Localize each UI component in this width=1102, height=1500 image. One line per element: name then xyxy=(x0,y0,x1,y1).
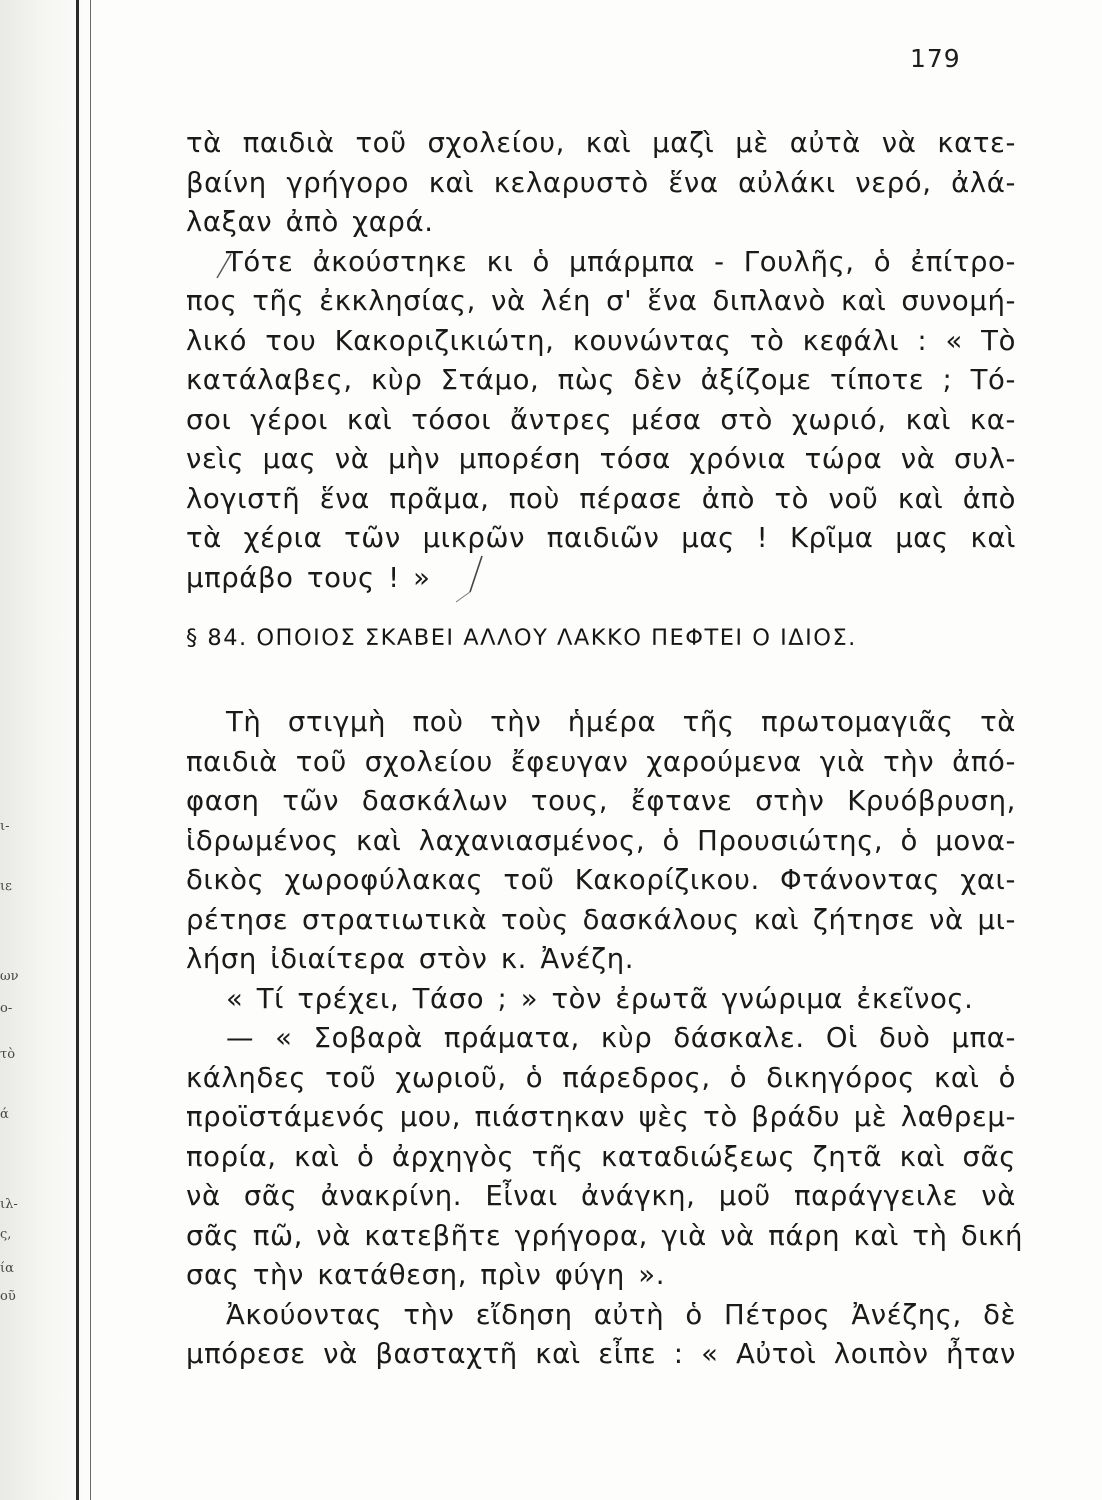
bleed-fragment: τὸ xyxy=(0,1047,16,1062)
bleed-fragment: ο- xyxy=(0,1001,13,1016)
bleed-fragment: ία xyxy=(0,1261,14,1276)
body-text-line: — « Σοβαρὰ πράματα, κὺρ δάσκαλε. Οἱ δυὸ μπα- xyxy=(226,1022,1016,1054)
body-text-line: νὰ σᾶς ἀνακρίνη. Εἶναι ἀνάγκη, μοῦ παράγγειλε νὰ xyxy=(186,1180,1016,1212)
pencil-slash-mark xyxy=(214,252,234,280)
body-text-line: Ἀκούοντας τὴν εἴδηση αὐτὴ ὁ Πέτρος Ἀνέζης, δὲ xyxy=(226,1298,1016,1331)
body-text-line: τὰ παιδιὰ τοῦ σχολείου, καὶ μαζὶ μὲ αὐτὰ νὰ κατε- xyxy=(186,127,1016,159)
body-text-line: δικὸς χωροφύλακας τοῦ Κακορίζικου. Φτάνοντας χαι- xyxy=(186,864,1016,896)
bleed-fragment: ι- xyxy=(0,819,10,834)
body-text-line: λογιστῆ ἕνα πρᾶμα, ποὺ πέρασε ἀπὸ τὸ νοῦ καὶ ἀπὸ xyxy=(186,482,1016,515)
binding-edge-line-secondary xyxy=(90,0,91,1500)
body-text-line: κάληδες τοῦ χωριοῦ, ὁ πάρεδρος, ὁ δικηγόρος καὶ ὁ xyxy=(186,1061,1016,1094)
body-text-line: προϊστάμενός μου, πιάστηκαν ψὲς τὸ βράδυ μὲ λαθρεμ- xyxy=(186,1101,1016,1133)
body-text-line: πος τῆς ἐκκλησίας, νὰ λέη σ' ἕνα διπλανὸ καὶ συνομή- xyxy=(186,285,1016,317)
bleed-fragment: ά xyxy=(0,1107,9,1122)
body-text-line: Τὴ στιγμὴ ποὺ τὴν ἡμέρα τῆς πρωτομαγιᾶς τὰ xyxy=(226,706,1016,738)
body-text-line: νεὶς μας νὰ μὴν μπορέση τόσα χρόνια τώρα νὰ συλ- xyxy=(186,443,1016,475)
bleed-fragment: ιλ- xyxy=(0,1197,18,1212)
text-block-bottom xyxy=(186,703,1024,1375)
bleed-fragment: ιε xyxy=(0,879,12,894)
body-text-line: λαξαν ἀπὸ χαρά. xyxy=(186,206,434,238)
body-text-line: σας τὴν κατάθεση, πρὶν φύγη ». xyxy=(186,1259,666,1291)
body-text-line: κατάλαβες, κὺρ Στάμο, πὼς δὲν ἀξίζομε τίποτε ; Τό- xyxy=(186,364,1016,396)
body-text-line: μπόρεσε νὰ βασταχτῆ καὶ εἶπε : « Αὐτοὶ λοιπὸν ἦταν xyxy=(186,1338,1016,1370)
body-text-line: τὰ χέρια τῶν μικρῶν παιδιῶν μας ! Κρῖμα μας καὶ xyxy=(186,522,1016,554)
body-text-line: λήση ἰδιαίτερα στὸν κ. Ἀνέζη. xyxy=(186,943,635,975)
section-heading: § 84. ΟΠΟΙΟΣ ΣΚΑΒΕΙ ΑΛΛΟΥ ΛΑΚΚΟ ΠΕΦΤΕΙ Ο ΙΔΙΟΣ. xyxy=(186,625,857,651)
body-text-line: σᾶς πῶ, νὰ κατεβῆτε γρήγορα, γιὰ νὰ πάρη καὶ τὴ δική xyxy=(186,1219,1024,1252)
bleed-fragment: οῦ xyxy=(0,1289,16,1304)
text-block-top xyxy=(186,124,1016,598)
pencil-slash-mark-end xyxy=(448,552,488,604)
body-text-line: παιδιὰ τοῦ σχολείου ἔφευγαν χαρούμενα γιὰ τὴν ἀπό- xyxy=(186,745,1016,778)
body-text-line: ρέτησε στρατιωτικὰ τοὺς δασκάλους καὶ ζήτησε νὰ μι- xyxy=(186,903,1016,936)
body-text-line: λικό του Κακοριζικιώτη, κουνώντας τὸ κεφάλι : « Τὸ xyxy=(186,324,1016,357)
body-text-line: μπράβο τους ! » xyxy=(186,561,431,594)
body-text-line: ἱδρωμένος καὶ λαχανιασμένος, ὁ Προυσιώτης, ὁ μονα- xyxy=(186,824,1016,857)
binding-edge-line xyxy=(76,0,79,1500)
body-text-line: « Τί τρέχει, Τάσο ; » τὸν ἐρωτᾶ γνώριμα ἐκεῖνος. xyxy=(226,982,974,1015)
page-number: 179 xyxy=(910,44,961,73)
body-text-line: Τότε ἀκούστηκε κι ὁ μπάρμπα - Γουλῆς, ὁ ἐπίτρο- xyxy=(226,245,1016,278)
body-text-line: βαίνη γρήγορο καὶ κελαρυστὸ ἕνα αὐλάκι νερό, ἀλά- xyxy=(186,166,1016,199)
bleed-fragment: ς, xyxy=(0,1227,12,1242)
body-text-line: φαση τῶν δασκάλων τους, ἔφτανε στὴν Κρυόβρυση, xyxy=(186,785,1016,817)
body-text-line: σοι γέροι καὶ τόσοι ἄντρες μέσα στὸ χωριό, καὶ κα- xyxy=(186,403,1016,436)
body-text-line: πορία, καὶ ὁ ἀρχηγὸς τῆς καταδιώξεως ζητᾶ καὶ σᾶς xyxy=(186,1140,1016,1173)
bleed-fragment: ων xyxy=(0,969,19,984)
